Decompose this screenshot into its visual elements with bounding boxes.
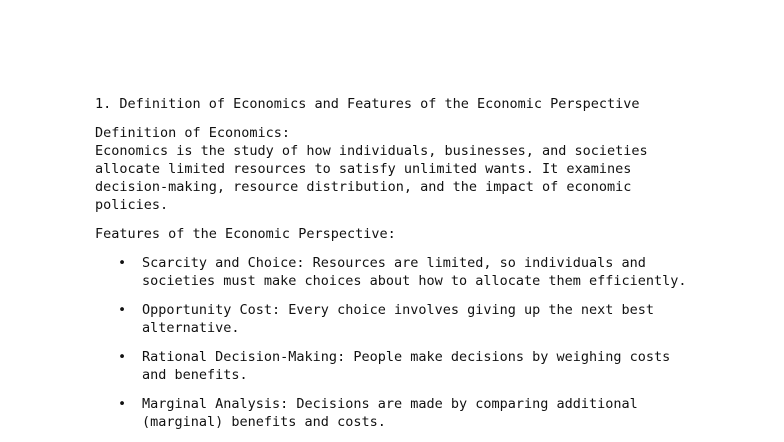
list-item-text: Marginal Analysis: Decisions are made by comparing additional (marginal) benefits and costs. bbox=[142, 396, 638, 430]
list-item bbox=[95, 348, 687, 384]
list-item-text: Opportunity Cost: Every choice involves giving up the next best alternative. bbox=[142, 302, 655, 336]
bullet-icon: • bbox=[118, 396, 127, 412]
features-label: Features of the Economic Perspective: bbox=[95, 226, 396, 242]
list-item bbox=[95, 301, 687, 337]
bullet-icon: • bbox=[118, 255, 127, 271]
definition-paragraph bbox=[95, 124, 680, 214]
document-body bbox=[95, 95, 695, 442]
list-item-text: Rational Decision-Making: People make decisions by weighing costs and benefits. bbox=[142, 349, 671, 383]
list-item-text: Scarcity and Choice: Resources are limited, so individuals and societies must make choices about how to allocate them efficiently. bbox=[142, 255, 687, 289]
section-heading: 1. Definition of Economics and Features of the Economic Perspective bbox=[95, 96, 640, 112]
features-list bbox=[95, 254, 695, 431]
definition-label: Definition of Economics: bbox=[95, 125, 291, 141]
definition-text: Economics is the study of how individuals, businesses, and societies allocate limited resources to satisfy unlimited wants. It examines decision-making, resource distribution, and the impact of economic policies. bbox=[95, 143, 648, 213]
list-item bbox=[95, 254, 687, 290]
list-item bbox=[95, 395, 687, 431]
bullet-icon: • bbox=[118, 302, 127, 318]
bullet-icon: • bbox=[118, 349, 127, 365]
